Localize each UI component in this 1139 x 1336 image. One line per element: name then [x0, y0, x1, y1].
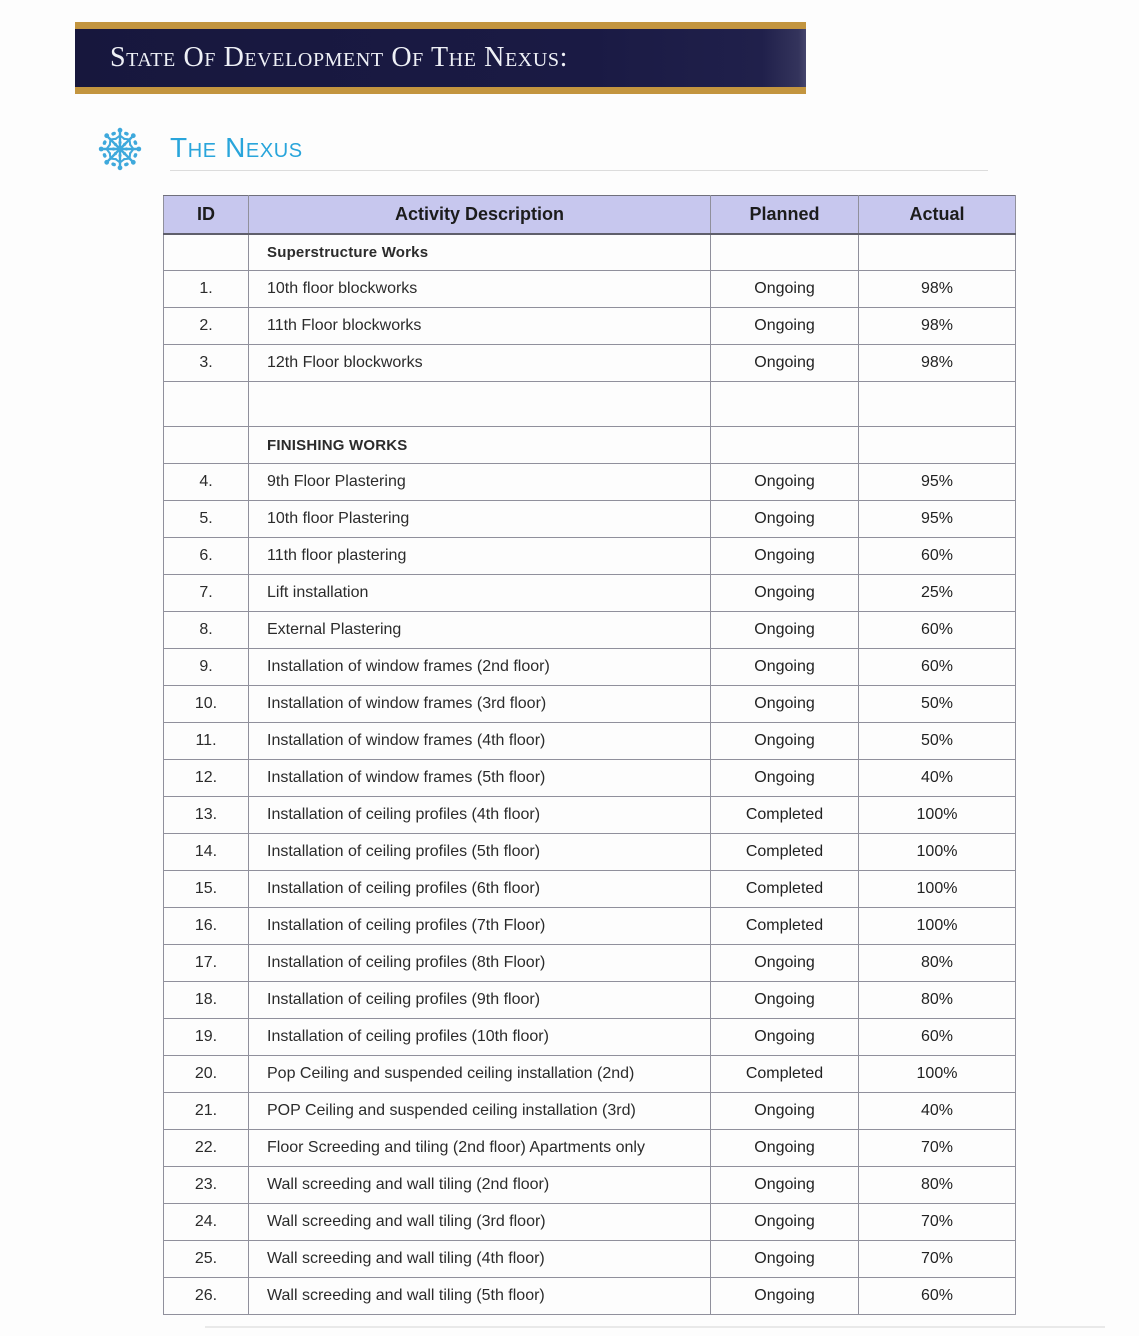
- table-row: [164, 760, 1016, 797]
- id-cell: 18.: [164, 982, 249, 1019]
- id-cell: 23.: [164, 1167, 249, 1204]
- id-cell: [164, 234, 249, 271]
- planned-cell: Ongoing: [711, 1278, 859, 1315]
- planned-cell: Ongoing: [711, 612, 859, 649]
- table-row: [164, 982, 1016, 1019]
- actual-cell: 80%: [859, 1167, 1016, 1204]
- description-cell: Installation of ceiling profiles (4th floor): [249, 797, 711, 834]
- planned-cell: Ongoing: [711, 308, 859, 345]
- description-cell: Lift installation: [249, 575, 711, 612]
- activity-header: Activity Description: [249, 196, 711, 234]
- planned-cell: Ongoing: [711, 464, 859, 501]
- description-cell: Installation of ceiling profiles (7th Floor): [249, 908, 711, 945]
- id-cell: 4.: [164, 464, 249, 501]
- table-row: [164, 649, 1016, 686]
- progress-table: [163, 195, 1016, 1315]
- actual-cell: 70%: [859, 1204, 1016, 1241]
- id-cell: 13.: [164, 797, 249, 834]
- description-cell: [249, 382, 711, 427]
- table-row: [164, 538, 1016, 575]
- id-cell: [164, 427, 249, 464]
- table-row: [164, 1241, 1016, 1278]
- actual-cell: 100%: [859, 797, 1016, 834]
- actual-cell: 98%: [859, 308, 1016, 345]
- id-cell: 11.: [164, 723, 249, 760]
- table-row: [164, 1278, 1016, 1315]
- actual-cell: 98%: [859, 271, 1016, 308]
- table-row: [164, 945, 1016, 982]
- id-cell: 6.: [164, 538, 249, 575]
- planned-cell: Ongoing: [711, 538, 859, 575]
- spacer-row: [164, 382, 1016, 427]
- table-row: [164, 723, 1016, 760]
- actual-cell: 80%: [859, 945, 1016, 982]
- description-cell: Installation of window frames (4th floor): [249, 723, 711, 760]
- planned-cell: Completed: [711, 1056, 859, 1093]
- actual-cell: 60%: [859, 612, 1016, 649]
- description-cell: 11th floor plastering: [249, 538, 711, 575]
- id-cell: 15.: [164, 871, 249, 908]
- actual-cell: 100%: [859, 908, 1016, 945]
- planned-cell: Ongoing: [711, 686, 859, 723]
- actual-cell: [859, 382, 1016, 427]
- planned-cell: Ongoing: [711, 649, 859, 686]
- description-cell: 11th Floor blockworks: [249, 308, 711, 345]
- planned-cell: Ongoing: [711, 1241, 859, 1278]
- description-cell: 10th floor Plastering: [249, 501, 711, 538]
- id-cell: 22.: [164, 1130, 249, 1167]
- id-cell: 20.: [164, 1056, 249, 1093]
- table-body: [164, 234, 1016, 1315]
- table-container: [163, 195, 1016, 1315]
- planned-cell: Ongoing: [711, 982, 859, 1019]
- table-row: [164, 1204, 1016, 1241]
- id-cell: [164, 382, 249, 427]
- description-cell: Installation of ceiling profiles (8th Floor): [249, 945, 711, 982]
- description-cell: 9th Floor Plastering: [249, 464, 711, 501]
- description-cell: Wall screeding and wall tiling (3rd floor): [249, 1204, 711, 1241]
- description-cell: Wall screeding and wall tiling (5th floor): [249, 1278, 711, 1315]
- table-row: [164, 1093, 1016, 1130]
- page-title: State Of Development Of The Nexus:: [110, 42, 568, 73]
- planned-cell: Ongoing: [711, 723, 859, 760]
- actual-cell: 50%: [859, 723, 1016, 760]
- id-cell: 10.: [164, 686, 249, 723]
- table-row: [164, 1167, 1016, 1204]
- description-cell: Installation of ceiling profiles (9th floor): [249, 982, 711, 1019]
- id-cell: 5.: [164, 501, 249, 538]
- description-cell: 10th floor blockworks: [249, 271, 711, 308]
- description-cell: Installation of window frames (5th floor): [249, 760, 711, 797]
- id-cell: 25.: [164, 1241, 249, 1278]
- actual-cell: 60%: [859, 649, 1016, 686]
- description-cell: Wall screeding and wall tiling (4th floor): [249, 1241, 711, 1278]
- planned-cell: Ongoing: [711, 501, 859, 538]
- planned-cell: Ongoing: [711, 1093, 859, 1130]
- planned-cell: Ongoing: [711, 271, 859, 308]
- actual-cell: 100%: [859, 871, 1016, 908]
- actual-cell: [859, 427, 1016, 464]
- table-row: [164, 834, 1016, 871]
- planned-cell: Completed: [711, 871, 859, 908]
- description-cell: Installation of window frames (2nd floor): [249, 649, 711, 686]
- planned-cell: [711, 382, 859, 427]
- page-bottom-divider: [205, 1326, 1105, 1328]
- actual-cell: 80%: [859, 982, 1016, 1019]
- table-header-row: [164, 196, 1016, 234]
- section-row: [164, 234, 1016, 271]
- description-cell: Installation of window frames (3rd floor): [249, 686, 711, 723]
- description-cell: Floor Screeding and tiling (2nd floor) Apartments only: [249, 1130, 711, 1167]
- table-row: [164, 1130, 1016, 1167]
- planned-cell: Ongoing: [711, 945, 859, 982]
- planned-cell: Ongoing: [711, 1204, 859, 1241]
- id-cell: 12.: [164, 760, 249, 797]
- description-cell: Pop Ceiling and suspended ceiling installation (2nd): [249, 1056, 711, 1093]
- table-row: [164, 308, 1016, 345]
- planned-header: Planned: [711, 196, 859, 234]
- id-cell: 16.: [164, 908, 249, 945]
- description-cell: Installation of ceiling profiles (10th floor): [249, 1019, 711, 1056]
- planned-cell: Ongoing: [711, 575, 859, 612]
- table-row: [164, 797, 1016, 834]
- actual-cell: 40%: [859, 1093, 1016, 1130]
- planned-cell: Ongoing: [711, 345, 859, 382]
- title-banner: [75, 22, 806, 94]
- id-cell: 24.: [164, 1204, 249, 1241]
- table-row: [164, 871, 1016, 908]
- planned-cell: [711, 427, 859, 464]
- id-cell: 21.: [164, 1093, 249, 1130]
- section-row: [164, 427, 1016, 464]
- planned-cell: Ongoing: [711, 1019, 859, 1056]
- actual-cell: 98%: [859, 345, 1016, 382]
- table-row: [164, 345, 1016, 382]
- actual-cell: 60%: [859, 1278, 1016, 1315]
- actual-cell: 40%: [859, 760, 1016, 797]
- id-cell: 1.: [164, 271, 249, 308]
- table-row: [164, 575, 1016, 612]
- planned-cell: Completed: [711, 908, 859, 945]
- table-row: [164, 1019, 1016, 1056]
- table-row: [164, 686, 1016, 723]
- id-cell: 3.: [164, 345, 249, 382]
- actual-header: Actual: [859, 196, 1016, 234]
- actual-cell: 60%: [859, 538, 1016, 575]
- description-cell: Installation of ceiling profiles (5th floor): [249, 834, 711, 871]
- actual-cell: 50%: [859, 686, 1016, 723]
- id-cell: 26.: [164, 1278, 249, 1315]
- table-row: [164, 271, 1016, 308]
- description-cell: External Plastering: [249, 612, 711, 649]
- actual-cell: 100%: [859, 1056, 1016, 1093]
- id-cell: 17.: [164, 945, 249, 982]
- planned-cell: Ongoing: [711, 1167, 859, 1204]
- planned-cell: [711, 234, 859, 271]
- description-cell: Installation of ceiling profiles (6th floor): [249, 871, 711, 908]
- planned-cell: Completed: [711, 834, 859, 871]
- section-heading: The Nexus: [170, 132, 303, 163]
- actual-cell: 70%: [859, 1130, 1016, 1167]
- actual-cell: 70%: [859, 1241, 1016, 1278]
- id-cell: 19.: [164, 1019, 249, 1056]
- actual-cell: 95%: [859, 464, 1016, 501]
- id-header: ID: [164, 196, 249, 234]
- id-cell: 8.: [164, 612, 249, 649]
- heading-divider: [170, 170, 988, 171]
- description-cell: Wall screeding and wall tiling (2nd floor): [249, 1167, 711, 1204]
- actual-cell: 25%: [859, 575, 1016, 612]
- description-cell: FINISHING WORKS: [249, 427, 711, 464]
- description-cell: Superstructure Works: [249, 234, 711, 271]
- planned-cell: Ongoing: [711, 1130, 859, 1167]
- actual-cell: 60%: [859, 1019, 1016, 1056]
- planned-cell: Completed: [711, 797, 859, 834]
- table-row: [164, 464, 1016, 501]
- id-cell: 2.: [164, 308, 249, 345]
- planned-cell: Ongoing: [711, 760, 859, 797]
- snowflake-icon: [96, 125, 144, 173]
- actual-cell: 100%: [859, 834, 1016, 871]
- id-cell: 7.: [164, 575, 249, 612]
- table-row: [164, 612, 1016, 649]
- id-cell: 14.: [164, 834, 249, 871]
- table-row: [164, 1056, 1016, 1093]
- actual-cell: 95%: [859, 501, 1016, 538]
- table-row: [164, 501, 1016, 538]
- actual-cell: [859, 234, 1016, 271]
- id-cell: 9.: [164, 649, 249, 686]
- description-cell: POP Ceiling and suspended ceiling installation (3rd): [249, 1093, 711, 1130]
- table-row: [164, 908, 1016, 945]
- description-cell: 12th Floor blockworks: [249, 345, 711, 382]
